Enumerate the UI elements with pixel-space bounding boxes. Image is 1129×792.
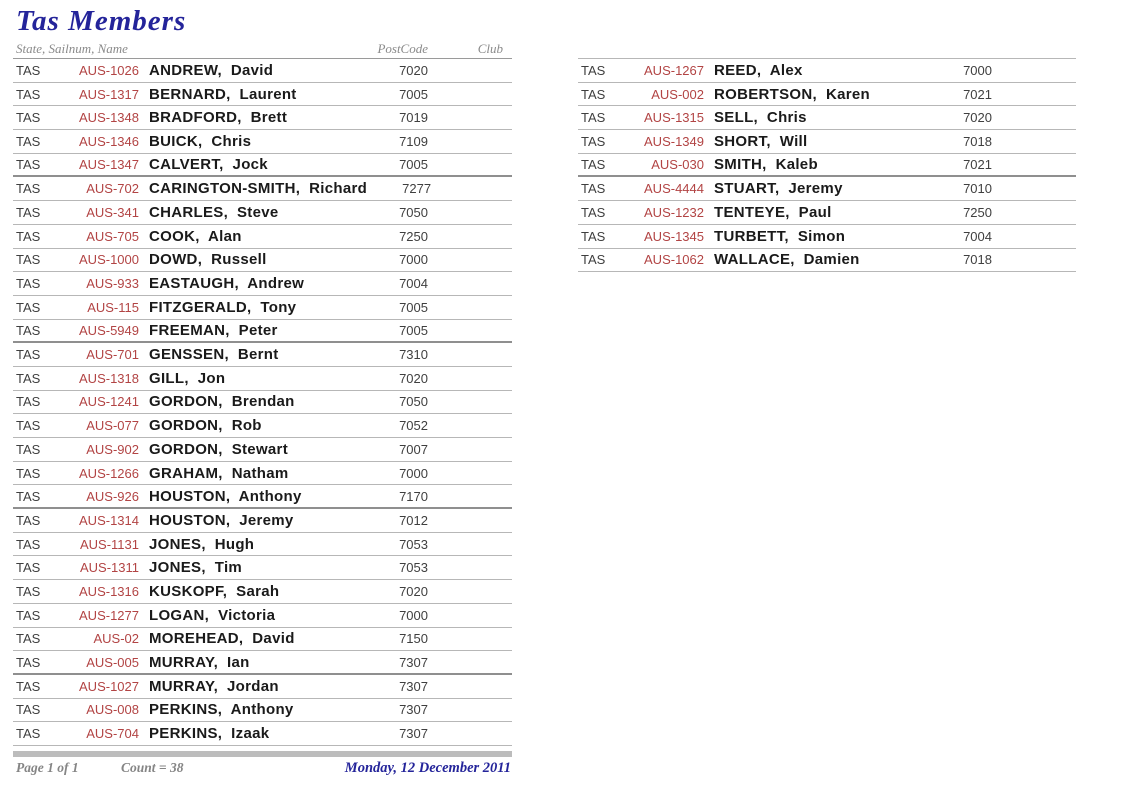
member-postcode: 7000	[399, 252, 428, 268]
member-sailnum: AUS-702	[86, 181, 139, 197]
member-name: CALVERT, Jock	[149, 156, 268, 174]
member-postcode: 7150	[399, 631, 428, 647]
member-postcode: 7310	[399, 347, 428, 363]
page-number: Page 1 of 1	[16, 760, 79, 775]
member-name: HOUSTON, Anthony	[149, 487, 302, 505]
member-row	[13, 533, 512, 557]
member-row	[13, 699, 512, 723]
member-name: GORDON, Rob	[149, 417, 262, 435]
member-postcode: 7250	[963, 204, 992, 220]
member-state: TAS	[16, 204, 41, 220]
member-name: MOREHEAD, David	[149, 630, 295, 648]
member-state: TAS	[16, 512, 41, 528]
member-row	[13, 296, 512, 320]
member-name: CHARLES, Steve	[149, 203, 279, 221]
footer-text	[13, 760, 512, 777]
member-name: SELL, Chris	[714, 109, 807, 127]
member-name: MURRAY, Ian	[149, 653, 250, 671]
member-sailnum: AUS-1347	[79, 157, 139, 173]
member-state: TAS	[16, 607, 41, 623]
member-name: STUART, Jeremy	[714, 180, 843, 198]
member-postcode: 7307	[399, 702, 428, 718]
member-sailnum: AUS-002	[651, 86, 704, 102]
member-sailnum: AUS-030	[651, 157, 704, 173]
member-row	[13, 154, 512, 178]
member-postcode: 7109	[399, 133, 428, 149]
member-state: TAS	[16, 228, 41, 244]
member-state: TAS	[581, 110, 606, 126]
member-name: JONES, Hugh	[149, 535, 255, 553]
member-sailnum: AUS-1241	[79, 394, 139, 410]
member-row	[13, 249, 512, 273]
report-date: Monday, 12 December 2011	[344, 760, 511, 776]
member-postcode: 7007	[399, 441, 428, 457]
member-name: EASTAUGH, Andrew	[149, 275, 305, 293]
member-name: CARINGTON-SMITH, Richard	[149, 180, 368, 198]
member-sailnum: AUS-005	[86, 654, 139, 670]
page-title: Tas Members	[16, 5, 187, 37]
member-postcode: 7020	[963, 110, 992, 126]
member-row	[13, 201, 512, 225]
member-sailnum: AUS-4444	[644, 181, 704, 197]
member-state: TAS	[16, 322, 41, 338]
member-sailnum: AUS-705	[86, 228, 139, 244]
member-name: BRADFORD, Brett	[149, 109, 288, 127]
member-sailnum: AUS-1349	[644, 133, 704, 149]
member-name: WALLACE, Damien	[714, 251, 860, 269]
member-state: TAS	[16, 252, 41, 268]
member-sailnum: AUS-1267	[644, 62, 704, 78]
member-row	[578, 177, 1076, 201]
member-sailnum: AUS-077	[86, 418, 139, 434]
member-sailnum: AUS-115	[87, 299, 139, 315]
member-postcode: 7004	[963, 228, 992, 244]
member-name: PERKINS, Anthony	[149, 701, 294, 719]
column-header-state-sailnum-name: State, Sailnum, Name	[16, 41, 128, 56]
member-row	[13, 628, 512, 652]
member-state: TAS	[16, 181, 41, 197]
member-state: TAS	[16, 465, 41, 481]
member-postcode: 7170	[399, 488, 428, 504]
member-sailnum: AUS-02	[93, 631, 139, 647]
member-name: REED, Alex	[714, 61, 803, 79]
member-sailnum: AUS-704	[86, 726, 139, 742]
record-count: Count = 38	[121, 760, 184, 775]
member-row	[13, 272, 512, 296]
member-row	[578, 154, 1076, 178]
member-row	[13, 556, 512, 580]
member-state: TAS	[581, 204, 606, 220]
member-name: GORDON, Stewart	[149, 440, 288, 458]
member-name: TENTEYE, Paul	[714, 203, 832, 221]
member-row	[578, 59, 1076, 83]
member-postcode: 7020	[399, 583, 428, 599]
member-postcode: 7053	[399, 536, 428, 552]
member-postcode: 7018	[963, 133, 992, 149]
member-row	[578, 201, 1076, 225]
member-state: TAS	[16, 441, 41, 457]
member-postcode: 7021	[963, 86, 992, 102]
member-row	[13, 177, 512, 201]
member-row	[13, 83, 512, 107]
member-row	[13, 651, 512, 675]
member-postcode: 7000	[963, 62, 992, 78]
member-name: MURRAY, Jordan	[149, 677, 279, 695]
member-postcode: 7005	[399, 299, 428, 315]
member-row	[13, 604, 512, 628]
member-sailnum: AUS-1027	[79, 678, 139, 694]
table-header	[13, 40, 512, 59]
member-state: TAS	[16, 133, 41, 149]
member-name: DOWD, Russell	[149, 251, 267, 269]
member-postcode: 7250	[399, 228, 428, 244]
member-name: LOGAN, Victoria	[149, 606, 276, 624]
member-name: GRAHAM, Natham	[149, 464, 289, 482]
member-state: TAS	[581, 62, 606, 78]
member-sailnum: AUS-1000	[79, 252, 139, 268]
member-name: GENSSEN, Bernt	[149, 346, 279, 364]
member-state: TAS	[16, 299, 41, 315]
member-sailnum: AUS-1316	[79, 583, 139, 599]
member-state: TAS	[16, 702, 41, 718]
member-sailnum: AUS-1346	[79, 133, 139, 149]
member-name: ROBERTSON, Karen	[714, 85, 870, 103]
member-row	[13, 722, 512, 746]
member-postcode: 7277	[402, 181, 432, 197]
members-table-right	[578, 58, 1076, 272]
member-state: TAS	[16, 370, 41, 386]
member-postcode: 7012	[399, 512, 428, 528]
member-state: TAS	[581, 133, 606, 149]
member-postcode: 7021	[963, 157, 992, 173]
member-name: JONES, Tim	[149, 559, 243, 577]
member-name: GILL, Jon	[149, 369, 226, 387]
member-name: BUICK, Chris	[149, 132, 252, 150]
footer-band	[13, 751, 512, 757]
member-state: TAS	[16, 560, 41, 576]
member-state: TAS	[16, 654, 41, 670]
member-name: FREEMAN, Peter	[149, 321, 278, 339]
member-sailnum: AUS-1314	[79, 512, 139, 528]
member-sailnum: AUS-926	[86, 488, 139, 504]
member-state: TAS	[16, 62, 41, 78]
member-state: TAS	[16, 110, 41, 126]
member-sailnum: AUS-5949	[79, 322, 139, 338]
member-state: TAS	[16, 418, 41, 434]
member-state: TAS	[581, 228, 606, 244]
member-row	[13, 485, 512, 509]
member-state: TAS	[16, 394, 41, 410]
member-state: TAS	[16, 347, 41, 363]
member-postcode: 7005	[399, 157, 428, 173]
member-postcode: 7019	[399, 110, 428, 126]
member-postcode: 7307	[399, 654, 428, 670]
member-postcode: 7018	[963, 252, 992, 268]
member-postcode: 7020	[399, 62, 428, 78]
member-state: TAS	[581, 86, 606, 102]
member-postcode: 7050	[399, 204, 428, 220]
member-row	[578, 83, 1076, 107]
member-row	[13, 438, 512, 462]
member-sailnum: AUS-1062	[644, 252, 704, 268]
member-state: TAS	[16, 536, 41, 552]
column-header-postcode: PostCode	[377, 41, 428, 56]
member-row	[578, 130, 1076, 154]
member-name: BERNARD, Laurent	[149, 85, 297, 103]
member-state: TAS	[16, 488, 41, 504]
member-sailnum: AUS-902	[86, 441, 139, 457]
member-name: FITZGERALD, Tony	[149, 298, 297, 316]
member-postcode: 7020	[399, 370, 428, 386]
member-name: SMITH, Kaleb	[714, 156, 818, 174]
member-row	[13, 130, 512, 154]
members-rows-right	[578, 58, 1076, 272]
member-sailnum: AUS-1315	[644, 110, 704, 126]
member-sailnum: AUS-341	[86, 204, 139, 220]
member-row	[578, 225, 1076, 249]
member-row	[13, 414, 512, 438]
member-state: TAS	[16, 86, 41, 102]
member-state: TAS	[16, 157, 41, 173]
member-row	[13, 391, 512, 415]
member-state: TAS	[581, 252, 606, 268]
member-postcode: 7010	[963, 181, 992, 197]
member-row	[13, 225, 512, 249]
column-header-club: Club	[477, 41, 503, 56]
member-state: TAS	[16, 678, 41, 694]
member-name: GORDON, Brendan	[149, 393, 295, 411]
member-postcode: 7307	[399, 678, 428, 694]
member-postcode: 7050	[399, 394, 428, 410]
member-postcode: 7005	[399, 86, 428, 102]
member-sailnum: AUS-1345	[644, 228, 704, 244]
member-name: COOK, Alan	[149, 227, 242, 245]
member-state: TAS	[581, 157, 606, 173]
member-row	[578, 249, 1076, 273]
member-sailnum: AUS-1232	[644, 204, 704, 220]
member-postcode: 7000	[399, 607, 428, 623]
member-state: TAS	[16, 583, 41, 599]
member-state: TAS	[16, 726, 41, 742]
member-sailnum: AUS-1317	[79, 86, 139, 102]
member-sailnum: AUS-1026	[79, 62, 139, 78]
member-name: TURBETT, Simon	[714, 227, 846, 245]
member-name: SHORT, Will	[714, 132, 808, 150]
member-row	[13, 509, 512, 533]
member-postcode: 7053	[399, 560, 428, 576]
member-state: TAS	[16, 631, 41, 647]
member-row	[578, 106, 1076, 130]
member-row	[13, 367, 512, 391]
member-postcode: 7005	[399, 322, 428, 338]
member-sailnum: AUS-933	[86, 276, 139, 292]
member-name: PERKINS, Izaak	[149, 725, 270, 743]
member-name: KUSKOPF, Sarah	[149, 582, 280, 600]
member-sailnum: AUS-701	[86, 347, 139, 363]
member-name: ANDREW, David	[149, 61, 274, 79]
member-sailnum: AUS-1311	[79, 560, 139, 576]
member-sailnum: AUS-1348	[79, 110, 139, 126]
member-postcode: 7307	[399, 726, 428, 742]
member-sailnum: AUS-1277	[79, 607, 139, 623]
members-table-left	[13, 40, 512, 746]
member-row	[13, 343, 512, 367]
member-row	[13, 320, 512, 344]
member-postcode: 7000	[399, 465, 428, 481]
member-row	[13, 59, 512, 83]
member-row	[13, 580, 512, 604]
member-sailnum: AUS-1131	[79, 536, 139, 552]
member-postcode: 7004	[399, 276, 428, 292]
member-state: TAS	[16, 276, 41, 292]
member-row	[13, 462, 512, 486]
member-row	[13, 106, 512, 130]
report-footer	[13, 751, 512, 777]
member-name: HOUSTON, Jeremy	[149, 511, 294, 529]
member-sailnum: AUS-1266	[79, 465, 139, 481]
member-row	[13, 675, 512, 699]
member-sailnum: AUS-008	[86, 702, 139, 718]
member-postcode: 7052	[399, 418, 428, 434]
member-state: TAS	[581, 181, 606, 197]
member-sailnum: AUS-1318	[79, 370, 139, 386]
members-rows-left	[13, 59, 512, 746]
